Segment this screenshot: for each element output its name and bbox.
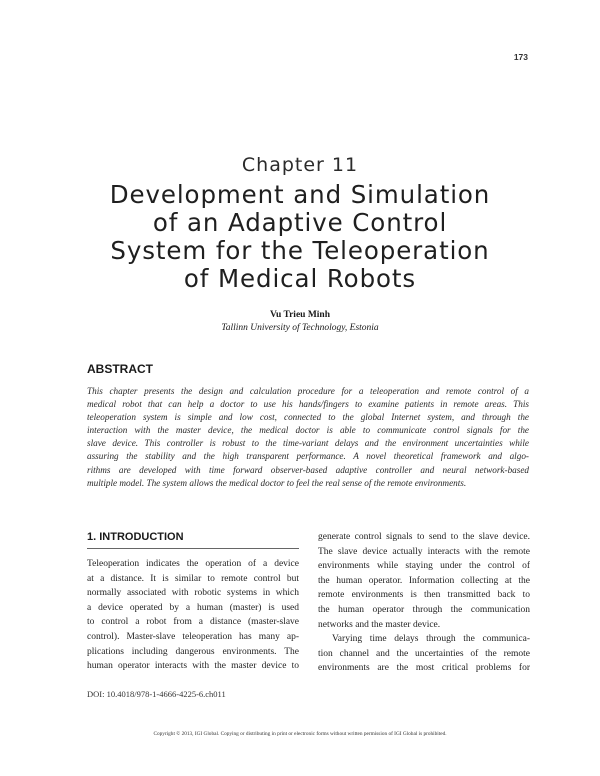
copyright-notice: Copyright © 2013, IGI Global. Copying or distributing in print or electronic forms without written permission of IGI Global is prohibited. bbox=[153, 731, 447, 737]
abstract-heading: ABSTRACT bbox=[87, 362, 153, 376]
body-line: the human operator through the communication bbox=[318, 604, 530, 615]
body-line: at a distance. It is similar to remote control but bbox=[87, 573, 299, 584]
body-line: remote environments is then transmitted back to bbox=[318, 590, 530, 601]
body-line: The slave device actually interacts with the remote bbox=[318, 546, 530, 557]
title-line: of Medical Robots bbox=[183, 264, 417, 293]
doi-text: DOI: 10.4018/978-1-4666-4225-6.ch011 bbox=[87, 689, 226, 699]
body-line: the human operator. Information collecting at the bbox=[318, 575, 530, 586]
body-line: environments while staying under the control of bbox=[318, 561, 530, 572]
abstract-line: rithms are developed with time forward observer-based adaptive controller and neural network-based bbox=[87, 464, 529, 475]
body-line: tion channel and the uncertainties of the remote bbox=[318, 648, 530, 659]
body-line: control). Master-slave teleoperation has many ap- bbox=[87, 631, 299, 642]
body-line: Teleoperation indicates the operation of a device bbox=[87, 559, 299, 569]
author-name: Vu Trieu Minh bbox=[269, 310, 330, 320]
title-line: of an Adaptive Control bbox=[152, 208, 448, 237]
body-line: generate control signals to send to the slave device. bbox=[318, 532, 530, 542]
abstract-line: multiple model. The system allows the medical doctor to feel the real sense of the remote environments. bbox=[87, 477, 467, 488]
abstract-line: assuring the stability and the high transparent performance. A novel theoretical framework and algo- bbox=[87, 451, 529, 462]
body-line: plications including dangerous environments. The bbox=[87, 646, 299, 657]
abstract-line: teleoperation system is simple and low cost, connected to the global Internet system, and through the bbox=[87, 412, 529, 423]
intro-left-column bbox=[87, 557, 299, 674]
title-line: Development and Simulation bbox=[109, 180, 491, 209]
abstract-line: medical robot that can help a doctor to use his hands/fingers to examine patients in remote areas. This bbox=[87, 399, 529, 410]
introduction-heading: 1. INTRODUCTION bbox=[87, 531, 184, 543]
intro-right-column bbox=[318, 530, 530, 676]
body-line: human operator interacts with the master device to bbox=[87, 661, 299, 672]
chapter-title bbox=[60, 181, 540, 293]
chapter-label: Chapter 11 bbox=[241, 154, 359, 176]
abstract-line: slave device. This controller is robust to the time-variant delays and the environment uncertainties while bbox=[87, 438, 529, 449]
author-affiliation: Tallinn University of Technology, Estonia bbox=[221, 323, 379, 333]
body-line: to control a robot from a distance (master-slave bbox=[87, 617, 299, 628]
title-line: System for the Teleoperation bbox=[110, 236, 490, 265]
body-line: networks and the master device. bbox=[318, 619, 441, 630]
body-line: environments are the most critical problems for bbox=[318, 663, 530, 674]
body-line: Varying time delays through the communica- bbox=[332, 634, 530, 645]
page-number: 173 bbox=[513, 52, 528, 62]
abstract-text bbox=[87, 385, 529, 490]
abstract-line: interaction with the master device, the medical doctor is able to communicate control signals for the bbox=[87, 425, 529, 436]
body-line: a device operated by a human (master) is used bbox=[87, 602, 299, 613]
abstract-line: This chapter presents the design and calculation procedure for a teleoperation and remote control of a bbox=[87, 386, 529, 396]
body-line: normally associated with robotic systems in which bbox=[87, 588, 299, 599]
heading-rule bbox=[87, 548, 299, 549]
